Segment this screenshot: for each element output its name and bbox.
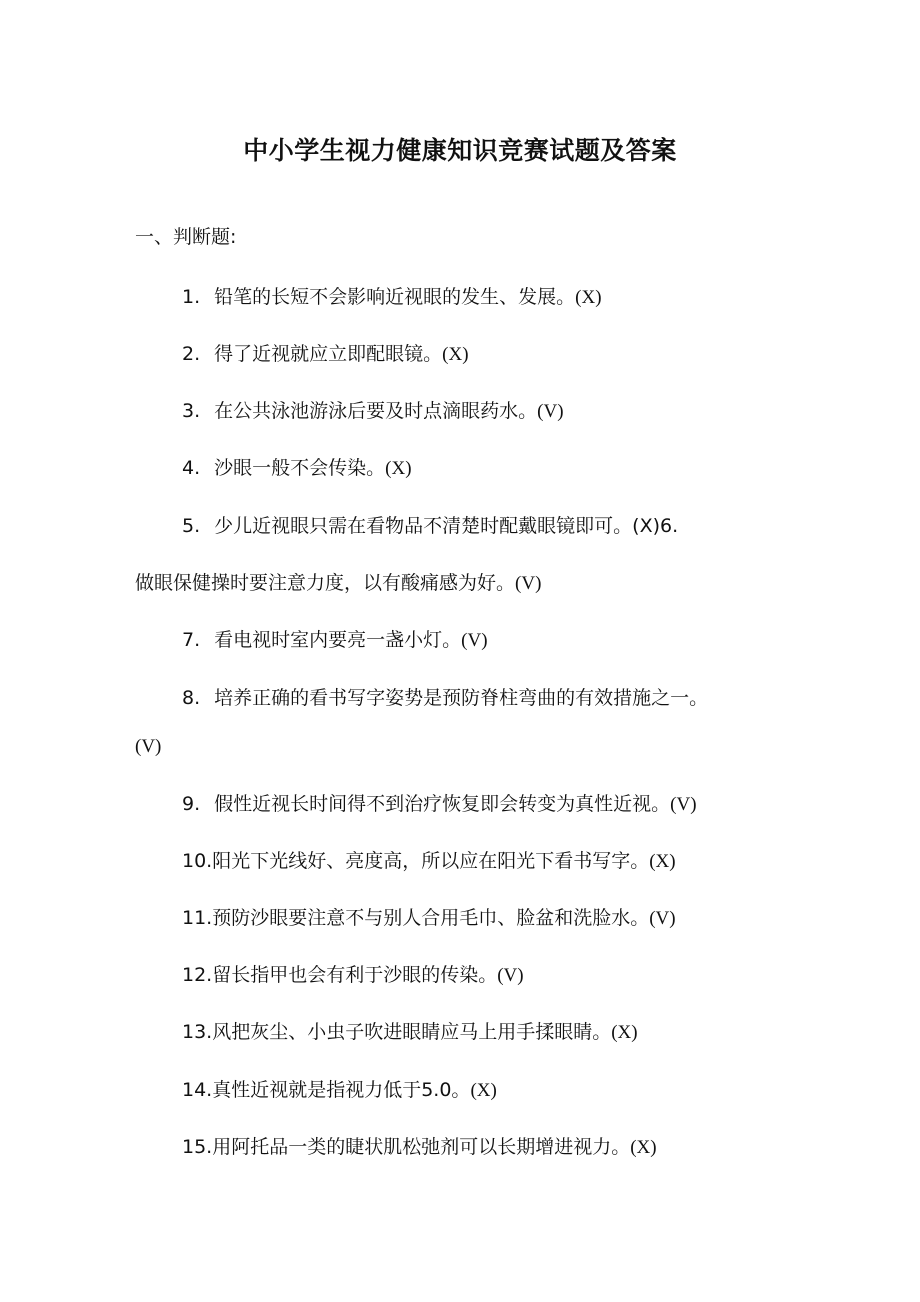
question-answer: (X) [575,287,602,308]
question-answer: (X) [442,344,469,365]
question-text: 少儿近视眼只需在看物品不清楚时配戴眼镜即可。 [214,515,633,537]
question-number: 14. [182,1079,213,1101]
question-text: 做眼保健操时要注意力度，以有酸痛感为好。 [135,572,516,594]
question-answer: (X) [385,458,412,479]
question-text: 留长指甲也会有利于沙眼的传染。 [212,964,498,986]
question-1 [182,282,602,313]
question-answer: (V) [497,965,524,986]
question-number: 15. [182,1136,213,1158]
question-8 [182,683,708,713]
question-number: 5. [182,515,201,537]
question-7 [182,625,488,656]
question-number: 9. [182,793,201,815]
question-answer: (V) [649,908,676,929]
section-heading: 一、判断题: [135,226,237,248]
question-number: 12. [182,964,213,986]
question-number: 11. [182,907,213,929]
question-text: 培养正确的看书写字姿势是预防脊柱弯曲的有效措施之一。 [214,687,709,709]
question-answer: (X) [649,851,676,872]
question-number: 2. [182,343,201,365]
question-2 [182,339,469,370]
question-answer: (X) [470,1080,497,1101]
question-number: 8. [182,687,201,709]
question-answer: (X) [630,1137,657,1158]
question-answer: (V) [515,573,542,594]
question-text: 风把灰尘、小虫子吹进眼睛应马上用手揉眼睛。 [212,1021,612,1043]
question-text: 用阿托品一类的睫状肌松弛剂可以长期增进视力。 [212,1136,631,1158]
document-title: 中小学生视力健康知识竞赛试题及答案 [243,136,677,165]
question-4 [182,453,412,484]
question-text: 得了近视就应立即配眼镜。 [214,343,443,365]
question-text: 预防沙眼要注意不与别人合用毛巾、脸盆和洗脸水。 [212,907,650,929]
question-answer: (V) [537,401,564,422]
question-answer: (X) [611,1022,638,1043]
question-text: 铅笔的长短不会影响近视眼的发生、发展。 [214,286,576,308]
question-12 [182,960,524,991]
question-text: 阳光下光线好、亮度高，所以应在阳光下看书写字。 [212,850,650,872]
question-number: 4. [182,457,201,479]
question-13 [182,1017,638,1048]
question-14 [182,1075,497,1106]
question-number: 10. [182,850,213,872]
question-5 [182,511,678,541]
question-6 [135,568,541,599]
question-text: 看电视时室内要亮一盏小灯。 [214,629,462,651]
question-15 [182,1132,657,1163]
question-text: 真性近视就是指视力低于5.0。 [212,1079,471,1101]
question-11 [182,903,676,934]
question-9 [182,789,697,820]
question-number: 7. [182,629,201,651]
question-10 [182,846,676,877]
question-answer: (V) [461,630,488,651]
question-number: 1. [182,286,201,308]
question-answer: (X)6. [632,515,679,537]
question-number: 13. [182,1021,213,1043]
question-text: 沙眼一般不会传染。 [214,457,386,479]
question-3 [182,396,564,427]
question-text: 假性近视长时间得不到治疗恢复即会转变为真性近视。 [214,793,671,815]
question-text: 在公共泳池游泳后要及时点滴眼药水。 [214,400,538,422]
question-8-answer-line [135,731,161,762]
question-number: 3. [182,400,201,422]
question-answer: (V) [135,736,162,757]
question-answer: (V) [670,794,697,815]
